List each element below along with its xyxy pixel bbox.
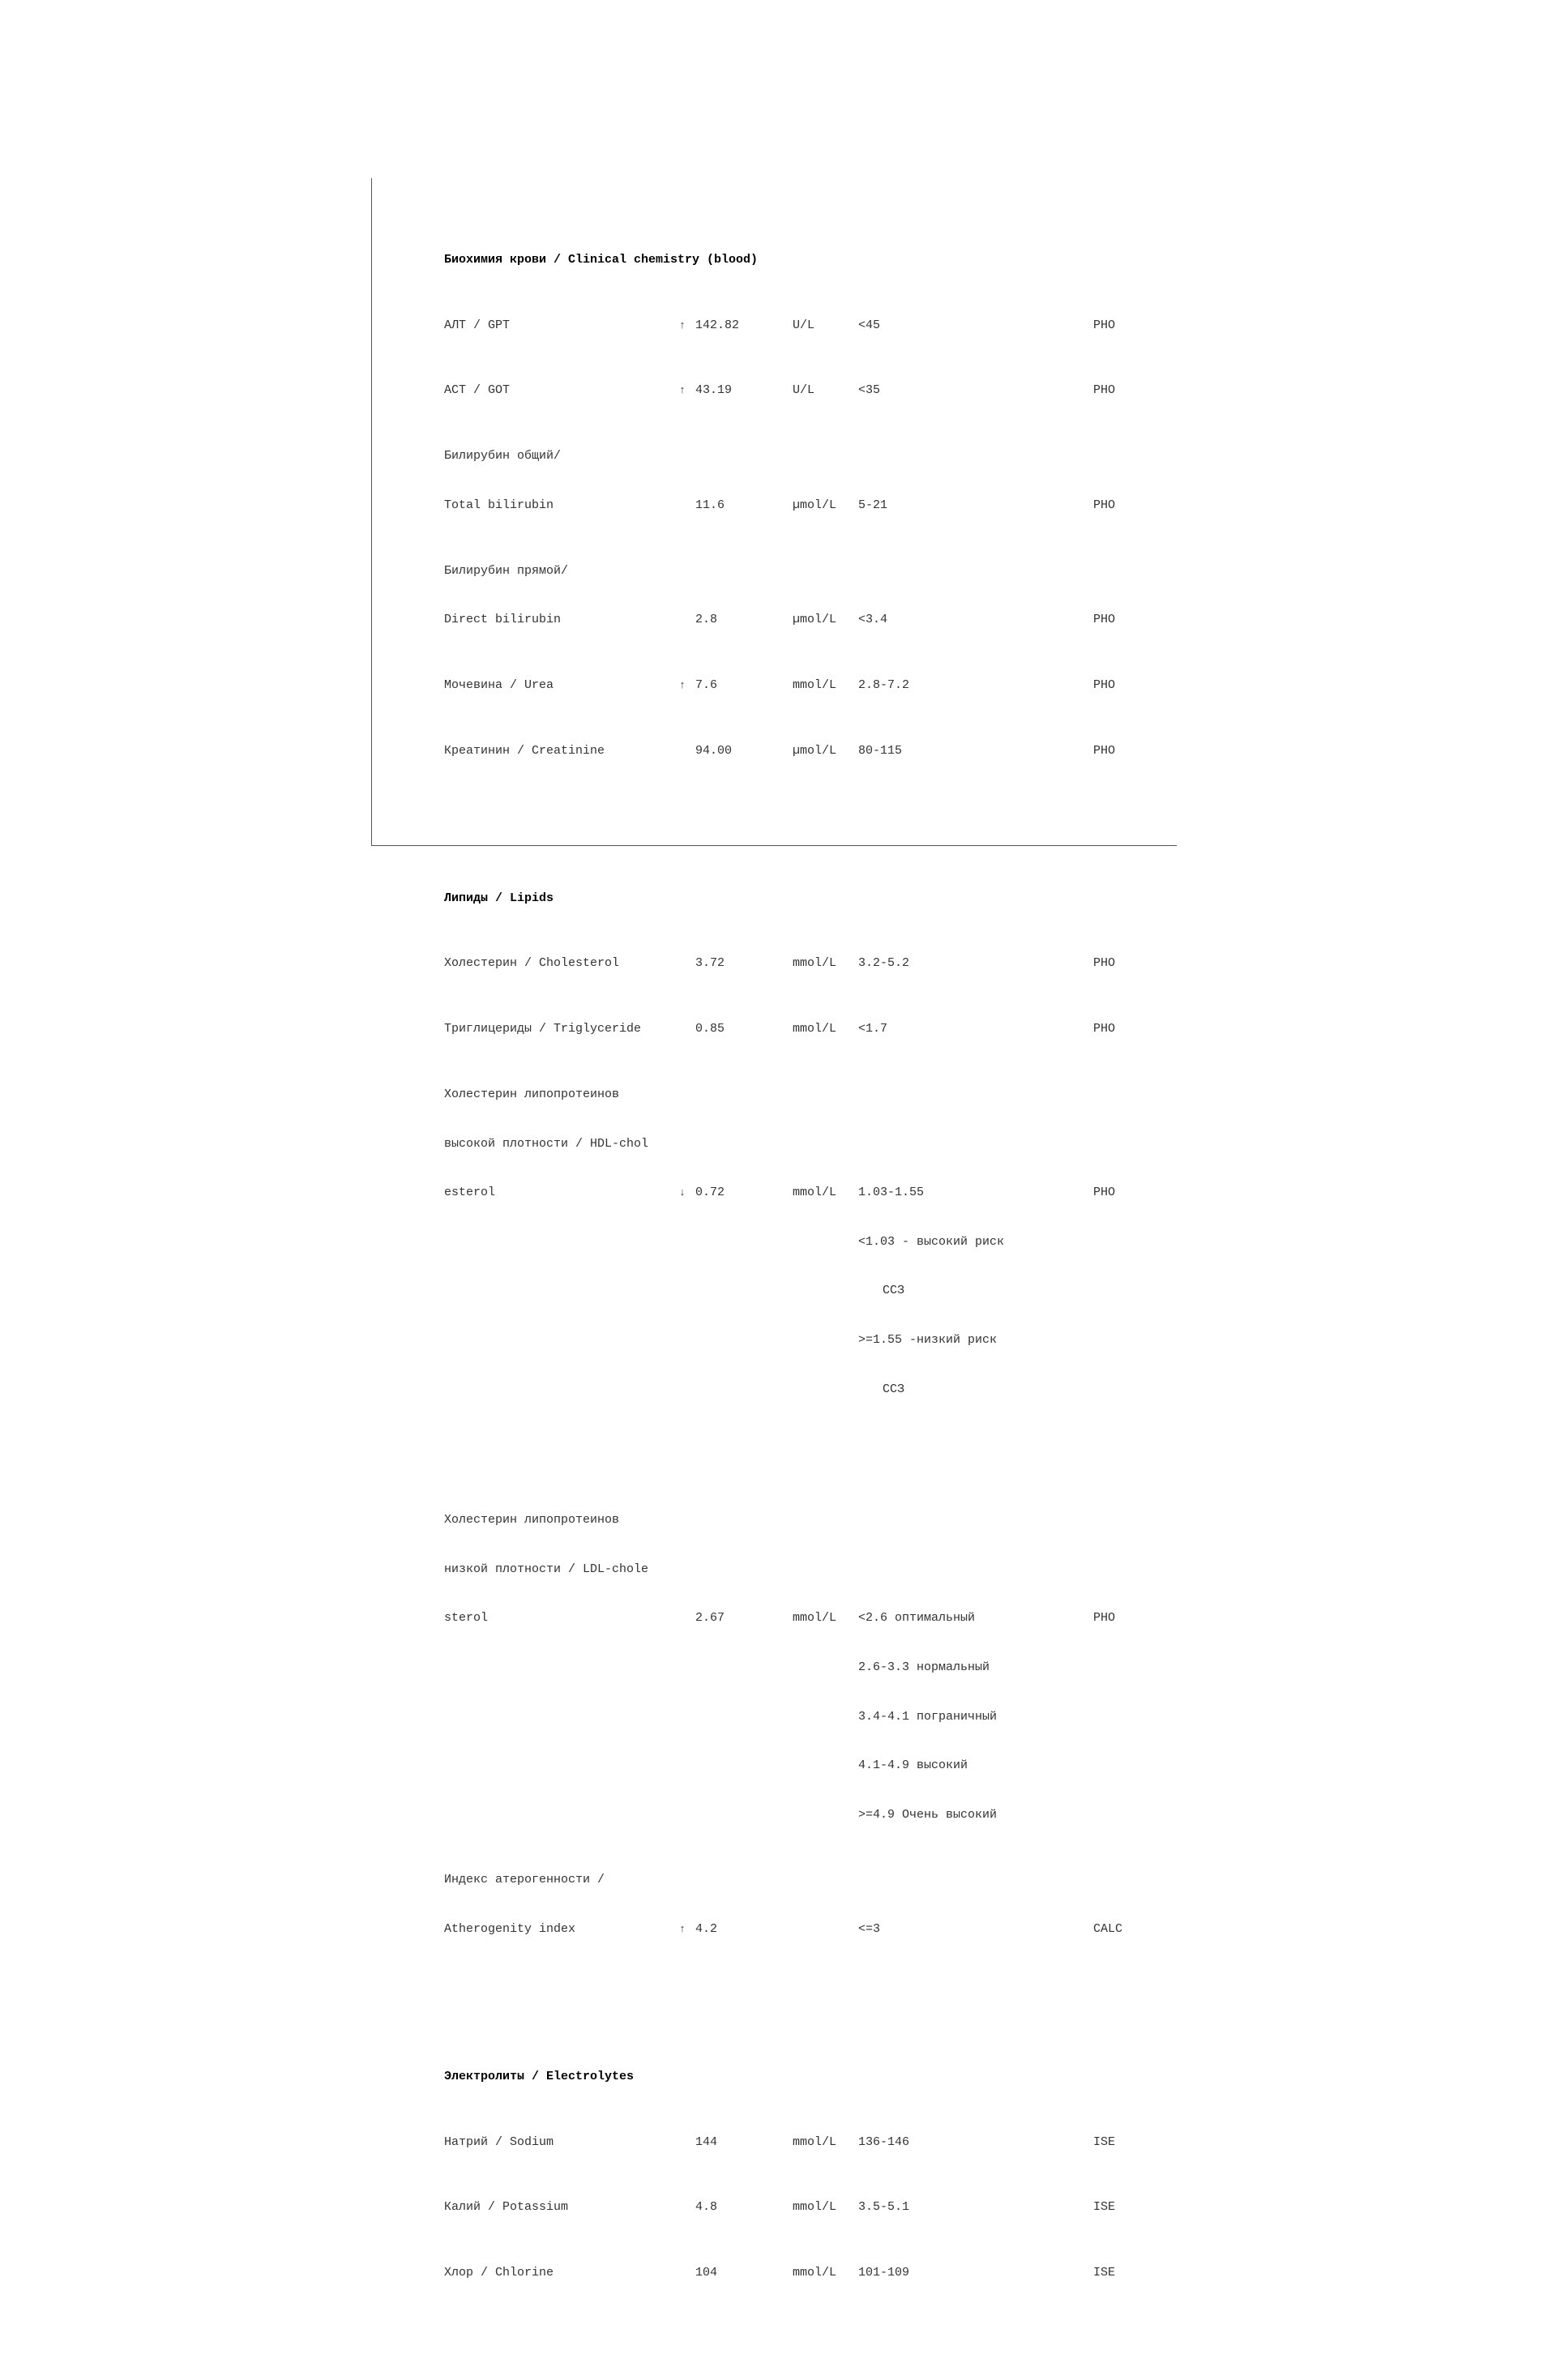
test-name: низкой плотности / LDL-chole (444, 1562, 649, 1576)
test-value: 94.00 (695, 743, 733, 758)
result-row-urea (444, 677, 1116, 694)
test-value: 0.85 (695, 1022, 725, 1036)
reference-range: 3.2-5.2 (858, 956, 910, 971)
test-value: 142.82 (695, 318, 740, 332)
result-row-direct-bilirubin (444, 612, 1116, 628)
method: PHO (1093, 1022, 1116, 1036)
reference-note-text: ССЗ (883, 1382, 905, 1396)
method: ISE (1093, 2266, 1116, 2280)
method: PHO (1093, 1611, 1116, 1626)
reference-note (444, 1709, 998, 1725)
result-row-ldl-label-1 (444, 1512, 620, 1528)
result-row-ast (444, 382, 1116, 399)
method: PHO (1093, 383, 1116, 398)
test-unit: µmol/L (793, 613, 837, 627)
test-value: 0.72 (695, 1186, 725, 1200)
result-row-total-bilirubin (444, 498, 1116, 514)
test-value: 43.19 (695, 383, 733, 398)
result-row-potassium (444, 2199, 1116, 2215)
test-unit: mmol/L (793, 1186, 837, 1200)
high-flag-icon: ↑ (679, 678, 686, 691)
test-name: Total bilirubin (444, 498, 554, 512)
method: CALC (1093, 1922, 1123, 1937)
test-unit: mmol/L (793, 2266, 837, 2280)
method: PHO (1093, 318, 1116, 332)
reference-note-text: 3.4-4.1 пограничный (858, 1709, 998, 1724)
result-row-atherogenity (444, 1921, 1123, 1938)
reference-note (444, 1807, 998, 1823)
result-row-hdl (444, 1185, 1116, 1201)
reference-note-text: >=4.9 Очень высокий (858, 1807, 998, 1822)
test-name: Калий / Potassium (444, 2200, 569, 2215)
test-name: sterol (444, 1611, 489, 1626)
test-unit: mmol/L (793, 1611, 837, 1626)
lab-report (444, 186, 1123, 2314)
test-value: 3.72 (695, 956, 725, 971)
reference-range: <3.4 (858, 613, 888, 627)
section-header-lipids (444, 891, 554, 907)
test-unit: mmol/L (793, 956, 837, 971)
reference-range: 80-115 (858, 743, 903, 758)
test-value: 4.8 (695, 2200, 718, 2215)
test-value: 7.6 (695, 677, 718, 692)
result-row-ldl (444, 1610, 1116, 1626)
result-row-hdl-label-2 (444, 1136, 649, 1152)
method: PHO (1093, 613, 1116, 627)
test-name: Хлор / Chlorine (444, 2266, 554, 2280)
test-name: Atherogenity index (444, 1922, 576, 1937)
test-name: Индекс атерогенности / (444, 1873, 605, 1887)
test-unit: µmol/L (793, 498, 837, 512)
test-name: Холестерин липопротеинов (444, 1513, 620, 1528)
reference-range: 3.5-5.1 (858, 2200, 910, 2215)
test-name: АСТ / GOT (444, 383, 511, 398)
low-flag-icon: ↓ (679, 1186, 686, 1199)
reference-note-text: <1.03 - высокий риск (858, 1234, 1005, 1249)
method: ISE (1093, 2134, 1116, 2149)
test-unit: U/L (793, 318, 815, 332)
method: PHO (1093, 1186, 1116, 1200)
test-value: 4.2 (695, 1922, 718, 1937)
test-name: Холестерин / Cholesterol (444, 956, 620, 971)
reference-note-text: >=1.55 -низкий риск (858, 1332, 998, 1347)
reference-range: 101-109 (858, 2266, 910, 2280)
result-row-creatinine (444, 743, 1116, 759)
test-name: Direct bilirubin (444, 613, 562, 627)
result-row-triglyceride (444, 1021, 1116, 1037)
result-row-chlorine (444, 2265, 1116, 2281)
section-title: Электролиты / Electrolytes (444, 2069, 635, 2083)
reference-note (444, 1332, 998, 1348)
reference-note (444, 1660, 990, 1676)
reference-note (444, 1283, 905, 1299)
test-value: 2.67 (695, 1611, 725, 1626)
test-name: Билирубин прямой/ (444, 563, 569, 578)
method: PHO (1093, 956, 1116, 971)
reference-range: 2.8-7.2 (858, 677, 910, 692)
reference-note (444, 1758, 968, 1774)
test-name: Триглицериды / Triglyceride (444, 1022, 642, 1036)
result-row-hdl-label-1 (444, 1087, 620, 1103)
result-row-ldl-label-2 (444, 1562, 649, 1578)
method: PHO (1093, 677, 1116, 692)
test-unit: mmol/L (793, 2134, 837, 2149)
section-header-chemistry (444, 252, 759, 268)
result-row-total-bilirubin-label (444, 448, 562, 464)
test-name: Билирубин общий/ (444, 449, 562, 464)
method: PHO (1093, 743, 1116, 758)
reference-note (444, 1382, 905, 1398)
method: ISE (1093, 2200, 1116, 2215)
result-row-sodium (444, 2134, 1116, 2151)
test-value: 144 (695, 2134, 718, 2149)
test-name: Холестерин липопротеинов (444, 1087, 620, 1101)
reference-range: <45 (858, 318, 881, 332)
test-unit: mmol/L (793, 2200, 837, 2215)
test-name: esterol (444, 1186, 496, 1200)
reference-range: <2.6 оптимальный (858, 1611, 976, 1626)
test-name: Креатинин / Creatinine (444, 743, 605, 758)
test-value: 2.8 (695, 613, 718, 627)
reference-note-text: 2.6-3.3 нормальный (858, 1660, 990, 1674)
reference-range: <35 (858, 383, 881, 398)
test-unit: mmol/L (793, 1022, 837, 1036)
reference-range: 5-21 (858, 498, 888, 512)
test-value: 11.6 (695, 498, 725, 512)
method: PHO (1093, 498, 1116, 512)
result-row-alt (444, 318, 1116, 334)
test-name: высокой плотности / HDL-chol (444, 1136, 649, 1151)
section-title: Биохимия крови / Clinical chemistry (blood) (444, 252, 759, 267)
reference-range: 1.03-1.55 (858, 1186, 925, 1200)
test-name: АЛТ / GPT (444, 318, 511, 332)
result-row-direct-bilirubin-label (444, 563, 569, 579)
section-title: Липиды / Lipids (444, 891, 554, 905)
reference-range: 136-146 (858, 2134, 910, 2149)
test-value: 104 (695, 2266, 718, 2280)
high-flag-icon: ↑ (679, 384, 686, 397)
reference-range: <1.7 (858, 1022, 888, 1036)
high-flag-icon: ↑ (679, 318, 686, 331)
test-name: Мочевина / Urea (444, 677, 554, 692)
reference-note-text: 4.1-4.9 высокий (858, 1758, 968, 1773)
reference-range: <=3 (858, 1922, 881, 1937)
result-row-atherogenity-label (444, 1872, 605, 1888)
section-header-electrolytes (444, 2069, 635, 2085)
test-name: Натрий / Sodium (444, 2134, 554, 2149)
result-row-cholesterol (444, 955, 1116, 972)
row-gap (444, 1446, 473, 1463)
reference-note-text: ССЗ (883, 1284, 905, 1298)
high-flag-icon: ↑ (679, 1923, 686, 1936)
reference-note (444, 1234, 1005, 1250)
test-unit: U/L (793, 383, 815, 398)
test-unit: mmol/L (793, 677, 837, 692)
test-unit: µmol/L (793, 743, 837, 758)
